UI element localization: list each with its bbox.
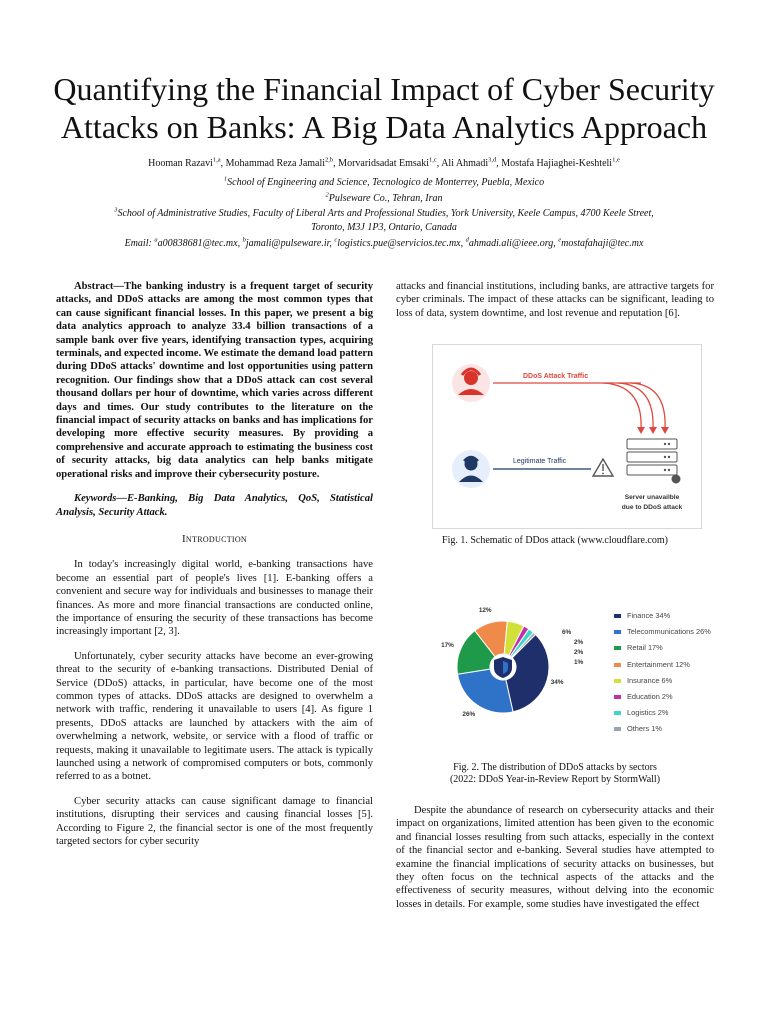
author-sup: 3,d	[488, 156, 497, 164]
legend-label: Finance 34%	[627, 611, 671, 620]
legend-item-telecommunications	[614, 627, 711, 636]
affiliation-text: School of Engineering and Science, Tecnologico de Monterrey, Puebla, Mexico	[227, 177, 545, 188]
email-sup: d	[465, 236, 469, 244]
pie-value-label: 26%	[462, 710, 476, 718]
figure-1-caption: Fig. 1. Schematic of DDos attack (www.cloudflare.com)	[442, 535, 668, 546]
legend-swatch	[614, 630, 621, 634]
pie-value-label: 1%	[574, 659, 584, 666]
legend-swatch	[614, 711, 621, 715]
email-link[interactable]: logistics.pue@servicios.tec.mx,	[337, 238, 464, 249]
affiliation-text: School of Administrative Studies, Faculty of Liberal Arts and Professional Studies, York University, Keele Campus, 4700 Keele Street,	[117, 208, 654, 219]
legend-label: Logistics 2%	[627, 708, 669, 718]
figure-2-caption-line1: Fig. 2. The distribution of DDoS attacks by sectors	[453, 762, 657, 773]
legend-label: Entertainment 12%	[627, 659, 690, 669]
legend-swatch	[614, 679, 621, 683]
author-name: Ali Ahmadi	[441, 158, 489, 169]
right-paragraph-2: Despite the abundance of research on cybersecurity attacks and their impact on organizations, limited attention has been given to the economic and financial losses resulting from such attacks, especially in the context of the financial sector and e-banking. Several studies have attempted to examine the financial implications of security attacks on businesses, but they often focus on the technical aspects of the attacks and the effectiveness of security measures, without delving into the economic losses in details. For example, some studies have investigated the effect	[396, 805, 714, 910]
legit-traffic-label: Legitimate Traffic	[513, 458, 567, 465]
legend-item-insurance	[614, 676, 672, 685]
author-sup: 1,a	[212, 156, 221, 164]
intro-paragraph-2: Unfortunately, cyber security attacks have become an ever-growing threat to the security of e-banking transactions. Distributed Denial of Service (DDoS) attacks, in particular, have become one of the most common types of attacks. DDoS attacks are designed to overwhelm a network with traffic, rendering it unavailable to users [4]. As figure 1 presents, DDoS attacks are launched by attackers with the aim of overwhelming a network, website, or service with a flood of traffic or requests, making it unavailable to legitimate users. The attack is typically launched using a network of compromised computers or bots, commonly referred to as a botnet.	[56, 650, 373, 783]
author-sup: 1,c	[428, 156, 437, 164]
author-name: Mostafa Hajiaghei-Keshteli	[501, 158, 613, 169]
pie-value-label: 12%	[478, 607, 492, 615]
legend-swatch	[614, 646, 621, 650]
pie-value-label: 6%	[562, 629, 572, 636]
pie-value-label: 2%	[574, 649, 584, 656]
email-link[interactable]: mostafahaji@tec.mx	[561, 238, 644, 249]
figure-2-caption	[396, 762, 714, 786]
author-sup: 2,b	[325, 156, 334, 164]
email-sup: c	[334, 236, 338, 244]
legend-label: Others 1%	[627, 724, 662, 734]
legend-swatch	[614, 663, 621, 667]
author-name: Hooman Razavi	[148, 158, 213, 169]
email-sup: a	[154, 236, 158, 244]
legend-label: Retail 17%	[627, 643, 663, 653]
email-link[interactable]: a00838681@tec.mx,	[157, 238, 241, 249]
legend-item-retail	[614, 643, 663, 652]
affiliation-sup: 2	[325, 191, 329, 199]
pie-value-label: 2%	[574, 639, 584, 646]
shield-icon	[494, 657, 512, 678]
keywords: Keywords—E-Banking, Big Data Analytics, QoS, Statistical Analysis, Security Attack.	[56, 493, 373, 518]
section-heading-introduction: Introduction	[181, 532, 248, 545]
legend-item-entertainment	[614, 660, 690, 669]
affiliation-sup: 1	[223, 175, 228, 183]
author-list: Hooman Razavi$^{1,a}$, Mohammad Reza Jamali$^{2,b}$, Morvaridsadat Emsaki$^{1,c}$, Ali Ahmadi$^{3,d}$, Mostafa Hajiaghei-Keshteli$^{1,e}$	[148, 156, 620, 169]
right-column-lower	[396, 804, 714, 922]
legend-item-education	[614, 692, 673, 701]
attack-traffic-label: DDoS Attack Traffic	[523, 373, 589, 380]
legend-label: Education 2%	[627, 692, 673, 701]
legend-swatch	[614, 695, 621, 699]
pie-value-label: 17%	[441, 641, 454, 649]
email-link[interactable]: jamali@pulseware.ir,	[245, 238, 332, 249]
right-paragraph-1: attacks and financial institutions, including banks, are attractive targets for cyber criminals. The impact of these attacks can be significant, leading to loss of data, system downtime, and lost revenue and reputation [6].	[396, 281, 714, 319]
legend-item-others	[614, 724, 662, 733]
affiliation-3-line2: Toronto, M3J 1P3, Ontario, Canada	[311, 222, 457, 233]
figure-2-caption-line2: (2022: DDoS Year-in-Review Report by StormWall)	[449, 774, 661, 785]
author-sup: 1,e	[612, 156, 620, 164]
legend-label: Insurance 6%	[627, 675, 673, 685]
intro-paragraph-1: In today's increasingly digital world, e-banking transactions have become an essential part of people's lives [1]. E-banking offers a convenient and secure way for individuals and businesses to manage their finances. As more and more financial transactions are conducted online, the importance of ensuring the security of these transactions has become increasingly important [2, 3].	[56, 559, 373, 638]
affiliation-text: Pulseware Co., Tehran, Iran	[328, 193, 443, 204]
author-name: Mohammad Reza Jamali	[225, 158, 326, 169]
affiliation-sup: 3	[114, 206, 118, 214]
legend-swatch	[614, 614, 621, 618]
email-sup: e	[558, 236, 562, 244]
email-sup: b	[242, 236, 246, 244]
legend-item-logistics	[614, 708, 669, 717]
email-link[interactable]: ahmadi.ali@ieee.org,	[468, 238, 556, 249]
email-label: Email:	[124, 238, 152, 249]
server-status-line1: Server unavailble	[624, 494, 680, 501]
pie-value-label: 34%	[550, 679, 564, 687]
paper-title: Quantifying the Financial Impact of Cyber Security Attacks on Banks: A Big Data Analytics Approach	[53, 71, 715, 145]
abstract: Abstract—The banking industry is a frequent target of security attacks, and DDoS attacks are among the most common types that can cause significant financial losses. In this paper, we present a big data analytics approach to analyze 33.4 billion transactions of a sample bank over five years, identifying transaction types, acquiring terminals, and expected income. We estimate the demand load pattern during DDoS attacks' downtime and lost opportunities using pattern recognition. Our findings show that a DDoS attack can cost several thousand dollars per hour of downtime, which varies across different days and times. Our study contributes to the literature on the financial impact of security attacks on banks and has implications for developing more effective security measures. By providing a comprehensive and accurate approach to estimating the business cost of security attacks, big data analytics can help banks mitigate operational risks and improve their cybersecurity posture.	[56, 281, 373, 480]
legend-item-finance	[614, 611, 670, 620]
intro-paragraph-3: Cyber security attacks can cause significant damage to financial institutions, disrupting their services and causing financial losses [5]. According to Figure 2, the financial sector is one of the most frequently targeted sectors for cyber security	[56, 795, 373, 848]
legend-label: Telecommunications 26%	[627, 627, 711, 637]
author-name: Morvaridsadat Emsaki	[338, 158, 429, 169]
legend-swatch	[614, 727, 621, 731]
server-status-line2: due to DDoS attack	[621, 504, 683, 511]
